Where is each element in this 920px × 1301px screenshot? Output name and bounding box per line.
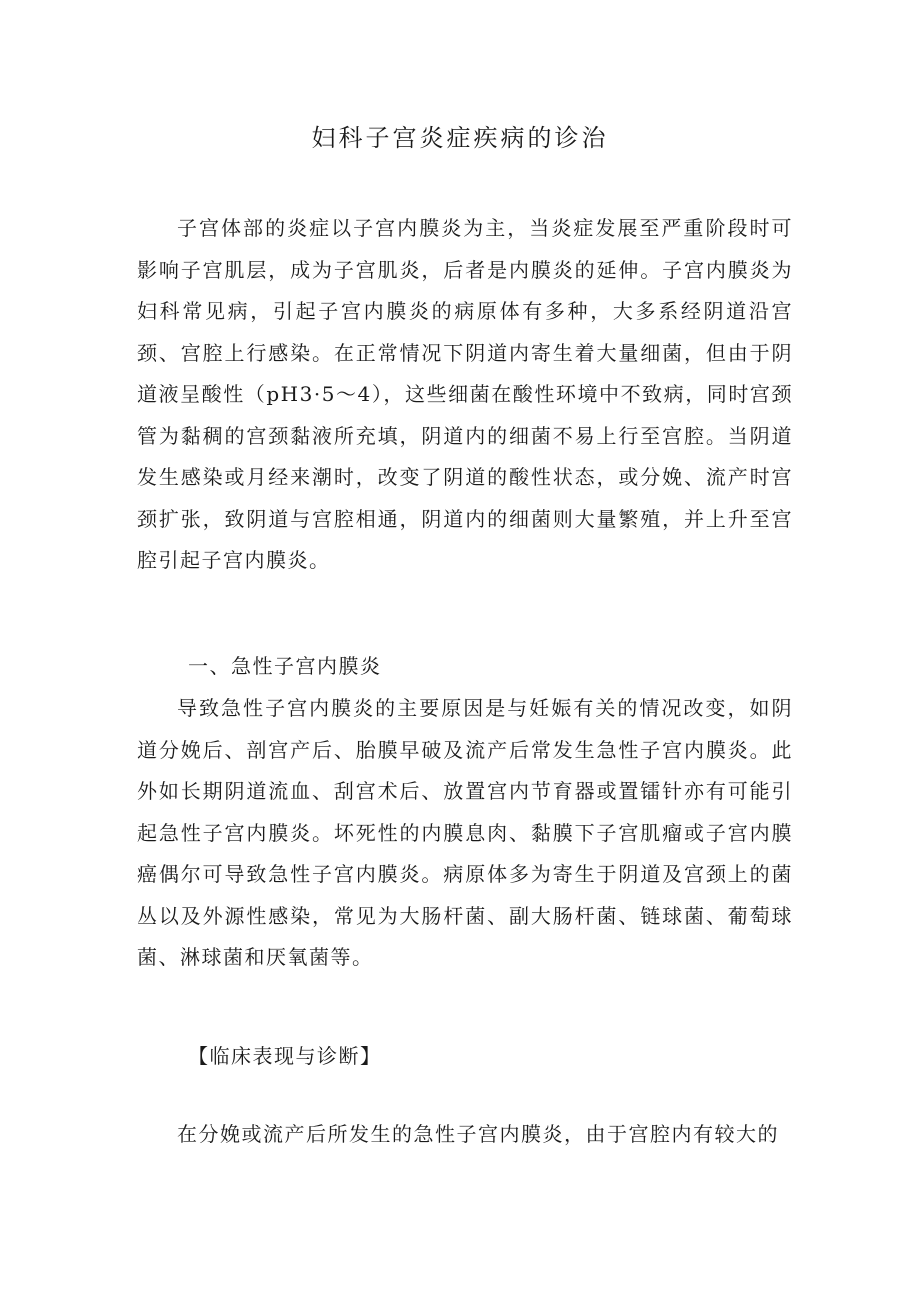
- document-title: 妇科子宫炎症疾病的诊治: [311, 124, 609, 152]
- section-heading: 【临床表现与诊断】: [188, 1044, 382, 1068]
- body-paragraph: 子宫体部的炎症以子宫内膜炎为主，当炎症发展至严重阶段时可影响子宫肌层，成为子宫肌炎，后者是内膜炎的延伸。子宫内膜炎为妇科常见病，引起子宫内膜炎的病原体有多种，大多系经阴道沿宫颈、宫腔上行感染。在正常情况下阴道内寄生着大量细菌，但由于阴道液呈酸性（pH3·5～4），这些细菌在酸性环境中不致病，同时宫颈管为黏稠的宫颈黏液所充填，阴道内的细菌不易上行至宫腔。当阴道发生感染或月经来潮时，改变了阴道的酸性状态，或分娩、流产时宫颈扩张，致阴道与宫腔相通，阴道内的细菌则大量繁殖，并上升至宫腔引起子宫内膜炎。: [137, 216, 793, 572]
- section-heading: 一、急性子宫内膜炎: [188, 654, 382, 678]
- body-paragraph: 导致急性子宫内膜炎的主要原因是与妊娠有关的情况改变，如阴道分娩后、剖宫产后、胎膜早破及流产后常发生急性子宫内膜炎。此外如长期阴道流血、刮宫术后、放置宫内节育器或置镭针亦有可能引起急性子宫内膜炎。坏死性的内膜息肉、黏膜下子宫肌瘤或子宫内膜癌偶尔可导致急性子宫内膜炎。病原体多为寄生于阴道及宫颈上的菌丛以及外源性感染，常见为大肠杆菌、副大肠杆菌、链球菌、葡萄球菌、淋球菌和厌氧菌等。: [137, 696, 793, 969]
- body-paragraph: 在分娩或流产后所发生的急性子宫内膜炎，由于宫腔内有较大的: [177, 1122, 779, 1146]
